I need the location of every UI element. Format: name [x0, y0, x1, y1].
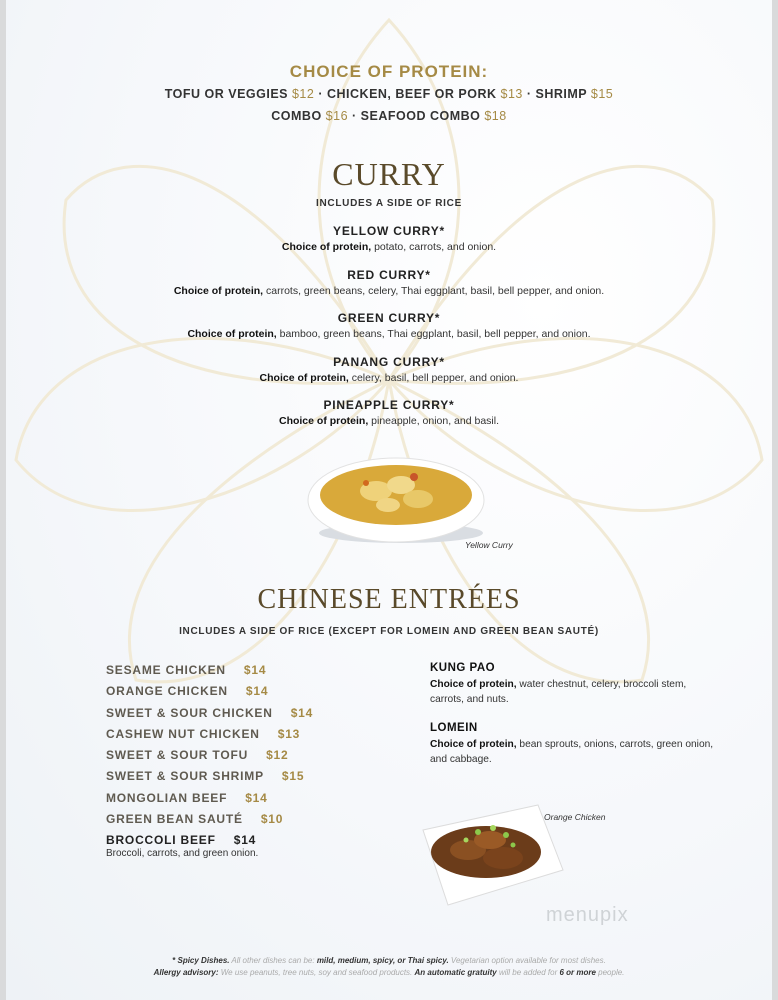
- list-item: SESAME CHICKEN $14: [106, 663, 267, 677]
- list-item: ORANGE CHICKEN $14: [106, 684, 269, 699]
- dish-description: Choice of protein, bean sprouts, onions, carrots, green onion, and cabbage.: [430, 739, 714, 765]
- protein-title: CHOICE OF PROTEIN:: [289, 62, 489, 81]
- menu-item-lomein: [430, 722, 750, 767]
- protein-tofu-price: $12: [291, 87, 315, 101]
- dish-description: Choice of protein, pineapple, onion, and basil.: [278, 415, 500, 427]
- protein-shrimp: SHRIMP: [535, 87, 587, 101]
- list-item: GREEN BEAN SAUTÉ $10: [106, 812, 284, 827]
- dish-name: KUNG PAO: [430, 662, 496, 674]
- protein-combo: COMBO: [271, 109, 322, 123]
- list-item: BROCCOLI BEEF $14: [106, 833, 257, 848]
- menu-item-red-curry: [6, 268, 772, 297]
- chinese-entrees-heading: CHINESE ENTRÉES: [257, 584, 521, 615]
- list-item: CASHEW NUT CHICKEN $13: [106, 726, 301, 741]
- chinese-entrees-list: [106, 663, 406, 859]
- protein-seafood-combo-price: $18: [484, 109, 507, 123]
- dish-description: Choice of protein, water chestnut, celery, broccoli stem, carrots, and nuts.: [430, 679, 687, 705]
- dish-description: Choice of protein, carrots, green beans, celery, Thai eggplant, basil, bell pepper, and onion.: [173, 285, 605, 297]
- protein-meat: CHICKEN, BEEF OR PORK: [326, 87, 497, 101]
- dish-name: PINEAPPLE CURRY*: [323, 398, 455, 412]
- orange-chicken-caption: Orange Chicken: [544, 812, 606, 822]
- protein-meat-price: $13: [500, 87, 523, 101]
- dish-description: Choice of protein, bamboo, green beans, Thai eggplant, basil, bell pepper, and onion.: [187, 328, 591, 340]
- protein-combo-price: $16: [325, 109, 349, 123]
- menu-item-panang-curry: [6, 355, 772, 384]
- protein-tofu: TOFU OR VEGGIES: [164, 87, 288, 101]
- curry-heading: CURRY: [332, 156, 446, 192]
- dish-description: Choice of protein, potato, carrots, and onion.: [281, 241, 497, 253]
- menu-page: [6, 0, 772, 1000]
- list-item: MONGOLIAN BEEF $14: [106, 790, 268, 805]
- menupix-watermark: menupix: [546, 904, 629, 926]
- protein-shrimp-price: $15: [590, 87, 614, 101]
- list-item: SWEET & SOUR TOFU $12: [106, 748, 289, 763]
- dish-name: GREEN CURRY*: [337, 311, 441, 325]
- yellow-curry-photo: [306, 455, 496, 550]
- dish-name: LOMEIN: [430, 722, 478, 734]
- protein-line-1: [6, 87, 772, 101]
- dish-name: RED CURRY*: [347, 268, 431, 282]
- separator: ·: [526, 87, 532, 101]
- menu-item-kung-pao: [430, 662, 750, 707]
- menu-item-yellow-curry: [6, 224, 772, 253]
- menu-item-green-curry: [6, 311, 772, 340]
- list-item: SWEET & SOUR CHICKEN $14: [106, 705, 314, 720]
- broccoli-beef-description: Broccoli, carrots, and green onion.: [106, 847, 259, 859]
- dish-name: YELLOW CURRY*: [333, 224, 445, 238]
- protein-line-2: [6, 109, 772, 123]
- protein-seafood-combo: SEAFOOD COMBO: [360, 109, 481, 123]
- separator: ·: [318, 87, 323, 101]
- dish-description: Choice of protein, celery, basil, bell pepper, and onion.: [259, 372, 519, 384]
- curry-subheading: INCLUDES A SIDE OF RICE: [316, 198, 462, 209]
- spicy-dishes-note: * Spicy Dishes. All other dishes can be: mild, medium, spicy, or Thai spicy. Vegetarian option available for most dishes.: [172, 956, 606, 965]
- separator: ·: [352, 109, 357, 123]
- menu-item-pineapple-curry: [6, 398, 772, 427]
- list-item: SWEET & SOUR SHRIMP $15: [106, 769, 305, 784]
- dish-name: PANANG CURRY*: [333, 355, 445, 369]
- yellow-curry-caption: Yellow Curry: [465, 540, 513, 550]
- chinese-entrees-subheading: INCLUDES A SIDE OF RICE (EXCEPT FOR LOMEIN AND GREEN BEAN SAUTÉ): [179, 626, 599, 637]
- allergy-advisory: Allergy advisory: We use peanuts, tree nuts, soy and seafood products. An automatic gratuity will be added for 6 or more people.: [153, 968, 625, 977]
